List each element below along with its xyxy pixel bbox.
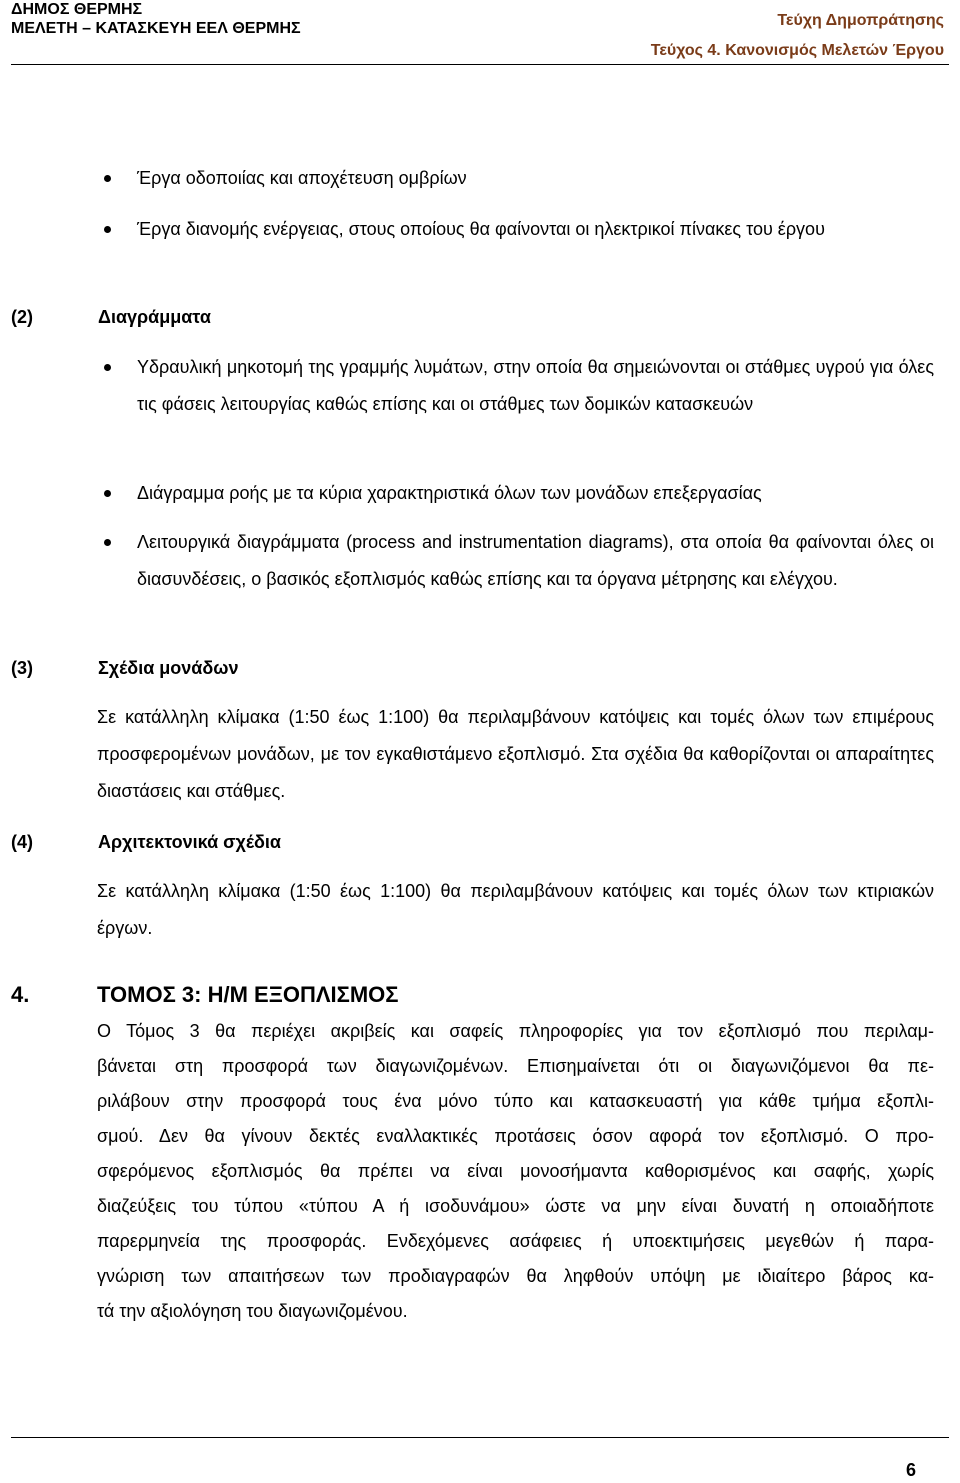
section-paragraph: Σε κατάλληλη κλίμακα (1:50 έως 1:100) θα περιλαμβάνουν κατόψεις και τομές όλων των κτιριακών έργων. <box>97 881 934 938</box>
paragraph-line: παρερμηνεία της προσφοράς. Ενδεχόμενες ασάφειες ή υποεκτιμήσεις μεγεθών ή παρα- <box>97 1231 934 1251</box>
footer-divider <box>11 1437 949 1438</box>
section-number: (3) <box>11 658 33 678</box>
chapter-number: 4. <box>11 982 30 1007</box>
section-number: (2) <box>11 307 33 327</box>
bullet-icon <box>104 364 111 371</box>
paragraph-line: διαζεύξεις του τύπου «τύπου Α ή ισοδυνάμου» ώστε να μην είναι δυνατή η οποιαδήποτε <box>97 1196 934 1216</box>
bullet-icon <box>104 490 111 497</box>
bullet-icon <box>104 175 111 182</box>
project-title: ΜΕΛΕΤΗ – ΚΑΤΑΣΚΕΥΗ ΕΕΛ ΘΕΡΜΗΣ <box>11 20 301 37</box>
list-item-text: Υδραυλική μηκοτομή της γραμμής λυμάτων, στην οποία θα σημειώνονται οι στάθμες υγρού για όλες τις φάσεις λειτουργίας καθώς επίσης και οι στάθμες των δομικών κατασκευών <box>137 357 934 414</box>
document-header-left <box>11 0 301 38</box>
page-number: 6 <box>905 1460 916 1480</box>
municipality-name: ΔΗΜΟΣ ΘΕΡΜΗΣ <box>11 1 143 18</box>
section-heading: Σχέδια μονάδων <box>98 658 239 678</box>
paragraph-line: σφερόμενος εξοπλισμός θα πρέπει να είναι μονοσήμαντα καθορισμένος και σαφής, χωρίς <box>97 1161 934 1181</box>
volume-title: Τεύχος 4. Κανονισμός Μελετών Έργου <box>650 42 944 59</box>
paragraph-line: σμού. Δεν θα γίνουν δεκτές εναλλακτικές προτάσεις όσον αφορά τον εξοπλισμό. Ο προ- <box>97 1126 934 1146</box>
header-divider <box>11 64 949 65</box>
bullet-icon <box>104 539 111 546</box>
section-heading: Διαγράμματα <box>98 307 211 327</box>
list-item-text: Έργα οδοποιίας και αποχέτευση ομβρίων <box>137 168 467 188</box>
paragraph-line: Ο Τόμος 3 θα περιέχει ακριβείς και σαφείς πληροφορίες για τον εξοπλισμό που περιλαμ- <box>97 1021 934 1041</box>
section-number: (4) <box>11 832 33 852</box>
paragraph-line: τά την αξιολόγηση του διαγωνιζομένου. <box>97 1301 408 1321</box>
bullet-icon <box>104 226 111 233</box>
section-heading: Αρχιτεκτονικά σχέδια <box>98 832 281 852</box>
paragraph-line: βάνεται στη προσφορά των διαγωνιζομένων. Επισημαίνεται ότι οι διαγωνιζόμενοι θα πε- <box>97 1056 934 1076</box>
list-item-text: Διάγραμμα ροής με τα κύρια χαρακτηριστικά όλων των μονάδων επεξεργασίας <box>137 483 762 503</box>
list-item-text: Έργα διανομής ενέργειας, στους οποίους θα φαίνονται οι ηλεκτρικοί πίνακες του έργου <box>137 219 825 239</box>
paragraph-line: ριλάβουν στην προσφορά τους ένα μόνο τύπο και κατασκευαστή για κάθε τμήμα εξοπλι- <box>97 1091 934 1111</box>
paragraph-line: γνώριση των απαιτήσεων των προδιαγραφών θα ληφθούν υπόψη με ιδιαίτερο βάρος κα- <box>97 1266 934 1286</box>
tender-documents-label: Τεύχη Δημοπράτησης <box>777 12 944 29</box>
section-paragraph: Σε κατάλληλη κλίμακα (1:50 έως 1:100) θα περιλαμβάνουν κατόψεις και τομές όλων των επιμέρους προσφερομένων μονάδων, με τον εγκαθιστάμενο εξοπλισμό. Στα σχέδια θα καθορίζονται οι απαραίτητες διαστάσεις και στάθμες. <box>97 707 934 801</box>
list-item-text: Λειτουργικά διαγράμματα (process and instrumentation diagrams), στα οποία θα φαίνονται όλες οι διασυνδέσεις, ο βασικός εξοπλισμός καθώς επίσης και τα όργανα μέτρησης και ελέγχου. <box>137 532 934 589</box>
chapter-heading: ΤΟΜΟΣ 3: Η/Μ ΕΞΟΠΛΙΣΜΟΣ <box>97 982 399 1007</box>
chapter-paragraph <box>97 1014 934 1329</box>
